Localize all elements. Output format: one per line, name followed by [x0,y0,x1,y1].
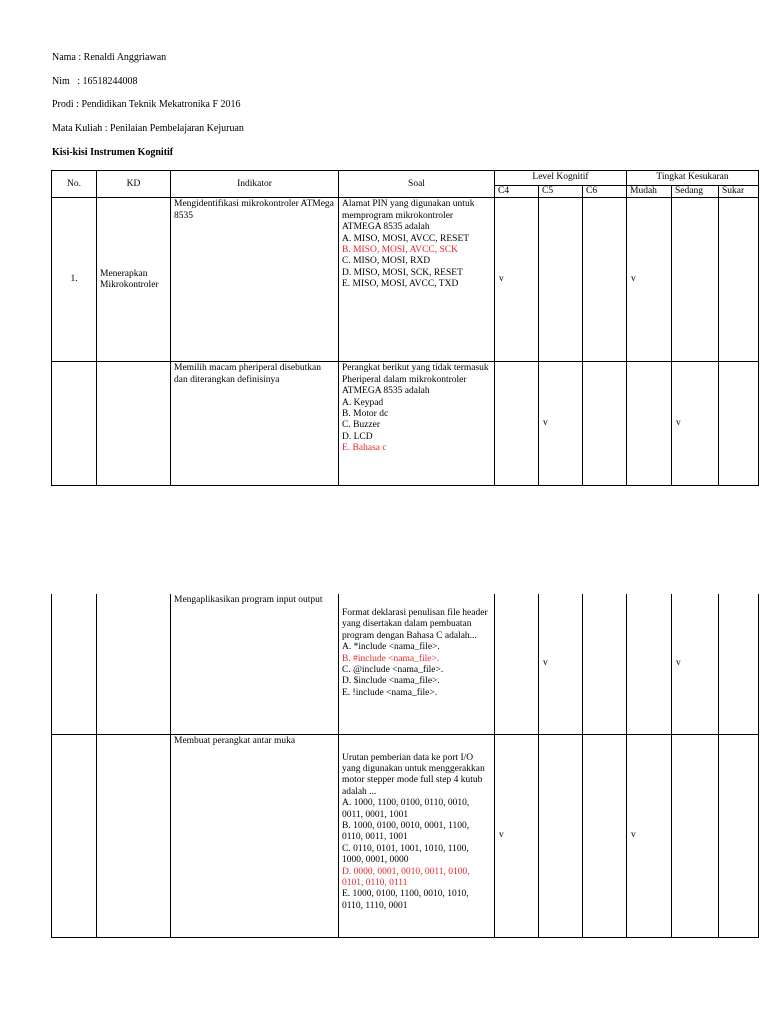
option-c: C. @include <nama_file>. [342,665,444,676]
row-number: 1. [52,198,97,362]
option-b: B. 1000, 0100, 0010, 0001, 1100, 0110, 0011, 1001 [342,820,470,843]
row-number [52,734,97,937]
option-d: D. $include <nama_file>. [342,676,440,687]
col-header-sedang: Sedang [672,186,719,198]
col-header-sukar: Sukar [719,186,759,198]
mark-sukar [719,362,759,486]
row-kd [97,594,171,734]
row-indikator: Mengidentifikasi mikrokontroler ATMega 8535 [171,198,339,362]
row-soal [339,362,495,486]
mark-mudah: v [627,198,672,362]
mark-sukar [719,198,759,362]
page-title: Kisi-kisi Instrumen Kognitif [52,147,174,158]
mark-c6 [583,198,627,362]
student-nim: Nim : 16518244008 [52,76,138,87]
option-e: E. 1000, 0100, 1100, 0010, 1010, 0110, 1110, 0001 [342,889,469,911]
row-soal [339,734,495,937]
table-row [52,734,759,937]
option-e: E. !include <nama_file>. [342,687,438,698]
question-text: Perangkat berikut yang tidak termasuk Pheriperal dalam mikrokontroler ATMEGA 8535 adalah [342,363,489,397]
table-row [52,594,759,734]
mark-c5 [539,198,583,362]
option-c: C. MISO, MOSI, RXD [342,256,431,267]
row-soal [339,198,495,362]
course-name: Mata Kuliah : Penilaian Pembelajaran Kejuruan [52,123,244,134]
option-a: A. *include <nama_file>. [342,642,440,653]
mark-sedang: v [672,362,719,486]
student-prodi: Prodi : Pendidikan Teknik Mekatronika F 2016 [52,99,241,110]
mark-mudah [627,362,672,486]
option-e-correct: E. Bahasa c [342,443,387,454]
question-text: Format deklarasi penulisan file header yang disertakan dalam pembuatan program dengan Bahasa C adalah... [342,608,488,641]
col-header-level: Level Kognitif [495,171,627,186]
table-row [52,362,759,486]
mark-c5: v [539,362,583,486]
row-kd [97,734,171,937]
question-text: Alamat PIN yang digunakan untuk memprogram mikrokontroler ATMEGA 8535 adalah [342,199,475,233]
row-soal [339,594,495,734]
col-header-indikator: Indikator [171,171,339,198]
col-header-c6: C6 [583,186,627,198]
mark-c5: v [539,594,583,734]
col-header-mudah: Mudah [627,186,672,198]
row-number [52,362,97,486]
mark-mudah [627,594,672,734]
mark-sukar [719,734,759,937]
mark-c6 [583,594,627,734]
option-d: D. LCD [342,431,373,442]
mark-c4: v [495,198,539,362]
option-d-correct: D. 0000, 0001, 0010, 0011, 0100, 0101, 0110, 0111 [342,866,470,888]
col-header-c5: C5 [539,186,583,198]
instrument-table-part2 [51,594,759,938]
mark-c5 [539,734,583,937]
option-b-correct: B. #include <nama_file>. [342,653,440,664]
col-header-c4: C4 [495,186,539,198]
option-c: C. Buzzer [342,420,380,431]
col-header-no: No. [52,171,97,198]
mark-c4 [495,362,539,486]
option-a: A. MISO, MOSI, AVCC, RESET [342,233,470,244]
row-indikator: Membuat perangkat antar muka [171,734,339,937]
mark-sedang [672,734,719,937]
mark-c4 [495,594,539,734]
question-text: Urutan pemberian data ke port I/O yang digunakan untuk menggerakkan motor stepper mode full step 4 kutub adalah ... [342,752,485,797]
option-b: B. Motor dc [342,409,389,420]
mark-sedang: v [672,594,719,734]
row-indikator: Memilih macam pheriperal disebutkan dan diterangkan definisinya [171,362,339,486]
option-e: E. MISO, MOSI, AVCC, TXD [342,279,459,290]
instrument-table-part1 [51,170,759,486]
option-c: C. 0110, 0101, 1001, 1010, 1100, 1000, 0001, 0000 [342,843,469,866]
row-kd: Menerapkan Mikrokontroler [97,198,171,362]
col-header-kd: KD [97,171,171,198]
mark-c6 [583,734,627,937]
option-d: D. MISO, MOSI, SCK, RESET [342,267,463,278]
col-header-soal: Soal [339,171,495,198]
col-header-tingkat: Tingkat Kesukaran [627,171,759,186]
mark-c4: v [495,734,539,937]
table-row [52,198,759,362]
row-indikator: Mengaplikasikan program input output [171,594,339,734]
mark-mudah: v [627,734,672,937]
student-name: Nama : Renaldi Anggriawan [52,52,167,63]
mark-sukar [719,594,759,734]
option-a: A. 1000, 1100, 0100, 0110, 0010, 0011, 0001, 1001 [342,798,470,820]
mark-sedang [672,198,719,362]
row-kd [97,362,171,486]
option-a: A. Keypad [342,397,384,408]
row-number [52,594,97,734]
option-b-correct: B. MISO, MOSI, AVCC, SCK [342,245,458,256]
mark-c6 [583,362,627,486]
